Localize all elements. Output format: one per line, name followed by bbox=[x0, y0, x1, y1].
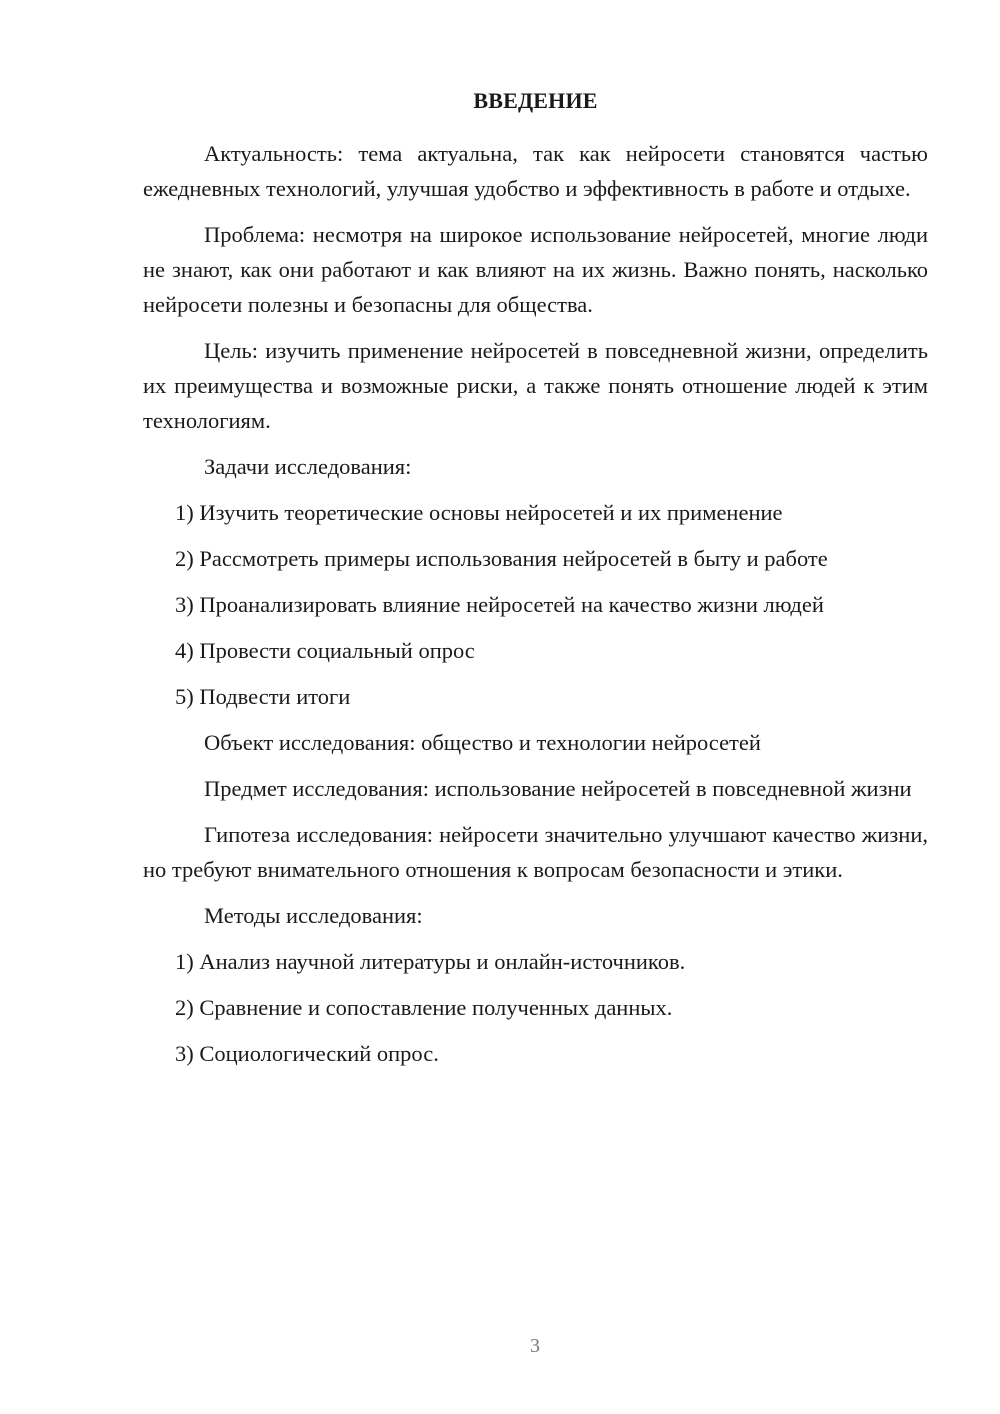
list-item: 1) Анализ научной литературы и онлайн-источников. bbox=[175, 949, 686, 974]
goal-paragraph: Цель: изучить применение нейросетей в повседневной жизни, определить их преимущества и возможные риски, а также понять отношение людей к этим технологиям. bbox=[143, 338, 928, 433]
list-item: 4) Провести социальный опрос bbox=[175, 638, 475, 663]
document-page bbox=[143, 90, 928, 1082]
object-paragraph: Объект исследования: общество и технологии нейросетей bbox=[204, 730, 761, 755]
hypothesis-paragraph: Гипотеза исследования: нейросети значительно улучшают качество жизни, но требуют внимательного отношения к вопросам безопасности и этики. bbox=[143, 822, 928, 882]
tasks-list bbox=[143, 495, 928, 714]
tasks-heading: Задачи исследования: bbox=[204, 454, 412, 479]
subject-paragraph: Предмет исследования: использование нейросетей в повседневной жизни bbox=[204, 776, 912, 801]
page-number: 3 bbox=[530, 1335, 540, 1357]
methods-list bbox=[143, 944, 928, 1071]
problem-paragraph: Проблема: несмотря на широкое использование нейросетей, многие люди не знают, как они работают и как влияют на их жизнь. Важно понять, насколько нейросети полезны и безопасны для общества. bbox=[143, 222, 928, 317]
list-item: 2) Рассмотреть примеры использования нейросетей в быту и работе bbox=[175, 546, 828, 571]
relevance-paragraph: Актуальность: тема актуальна, так как нейросети становятся частью ежедневных технологий, улучшая удобство и эффективность в работе и отдыхе. bbox=[143, 141, 928, 201]
list-item: 1) Изучить теоретические основы нейросетей и их применение bbox=[175, 500, 783, 525]
methods-heading: Методы исследования: bbox=[204, 903, 423, 928]
list-item: 3) Проанализировать влияние нейросетей на качество жизни людей bbox=[175, 592, 824, 617]
list-item: 5) Подвести итоги bbox=[175, 684, 351, 709]
list-item: 3) Социологический опрос. bbox=[175, 1041, 439, 1066]
page-title: ВВЕДЕНИЕ bbox=[473, 88, 598, 113]
list-item: 2) Сравнение и сопоставление полученных данных. bbox=[175, 995, 673, 1020]
